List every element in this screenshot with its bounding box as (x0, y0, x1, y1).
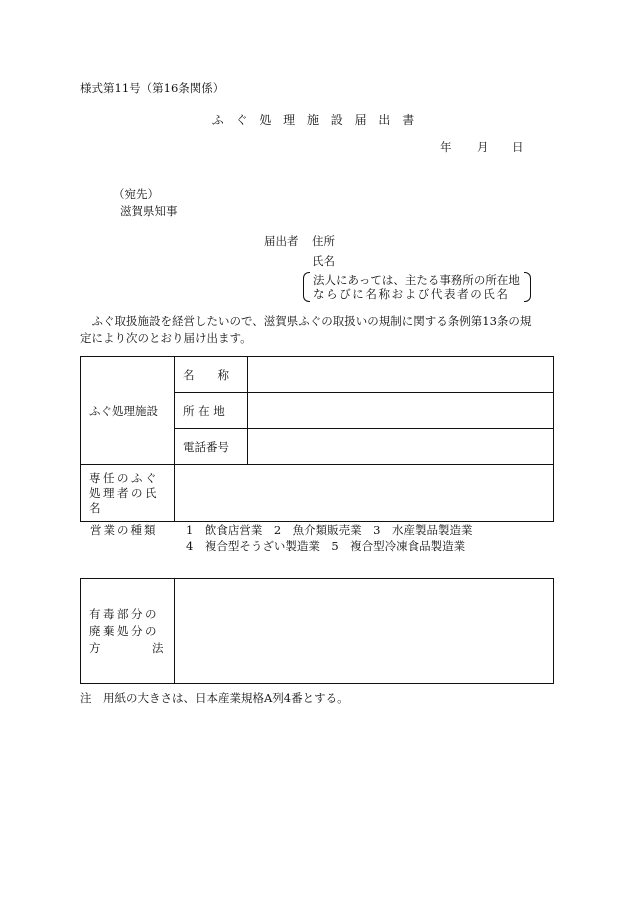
disposal-label-line3-start: 方 (89, 640, 103, 655)
disposal-label-line1: 有毒部分の (89, 606, 159, 621)
facility-name-field[interactable] (248, 357, 554, 393)
date-year-label: 年 (440, 140, 452, 154)
facility-section-label: ふぐ処理施設 (81, 357, 175, 465)
business-type-options-line2: 4 複合型そうざい製造業 5 複合型冷凍食品製造業 (186, 539, 466, 553)
disposal-method-field[interactable] (175, 579, 554, 684)
disposal-table (80, 578, 554, 684)
facility-location-field[interactable] (248, 393, 554, 429)
facility-location-label: 所 在 地 (175, 393, 248, 429)
corporation-note-line1: 法人にあっては、主たる事務所の所在地 (313, 273, 520, 287)
processor-label-line3: 名 (89, 500, 103, 515)
applicant-label: 届出者 (264, 234, 299, 248)
disposal-label (81, 579, 175, 684)
business-type-label: 営業の種類 (90, 523, 158, 537)
disposal-label-line3-end: 法 (152, 640, 166, 655)
applicant-address-label: 住所 (312, 234, 335, 248)
processor-label-line2: 処理者の氏 (89, 485, 159, 500)
paper-size-note: 注 用紙の大きさは、日本産業規格A列4番とする。 (80, 691, 349, 705)
left-bracket (303, 272, 310, 302)
applicant-name-label: 氏名 (312, 254, 335, 268)
processor-label-line1: 専任のふぐ (89, 470, 159, 485)
facility-name-label: 名 称 (175, 357, 248, 393)
facility-phone-label: 電話番号 (175, 429, 248, 465)
governor-label: 滋賀県知事 (120, 204, 178, 218)
body-text-line2: 定により次のとおり届け出ます。 (80, 331, 252, 345)
corporation-note-line2: ならびに名称および代表者の氏名 (313, 287, 510, 301)
processor-name-field[interactable] (175, 465, 554, 522)
disposal-label-line2: 廃棄処分の (89, 623, 159, 638)
facility-table (80, 356, 554, 522)
disposal-label-line3 (89, 640, 166, 657)
form-number: 様式第11号（第16条関係） (80, 81, 225, 95)
body-text-line1: ふぐ取扱施設を経営したいので、滋賀県ふぐの取扱いの規制に関する条例第13条の規 (91, 314, 532, 328)
document-title: ふ ぐ 処 理 施 設 届 出 書 (211, 113, 419, 127)
date-day-label: 日 (512, 140, 524, 154)
facility-phone-field[interactable] (248, 429, 554, 465)
addressee-label: （宛先） (113, 187, 159, 201)
date-month-label: 月 (477, 140, 489, 154)
business-type-options-line1: 1 飲食店営業 2 魚介類販売業 3 水産製品製造業 (186, 523, 473, 537)
body-text (80, 313, 550, 347)
processor-label (81, 465, 175, 522)
right-bracket (524, 272, 531, 302)
corporation-note (303, 272, 531, 302)
